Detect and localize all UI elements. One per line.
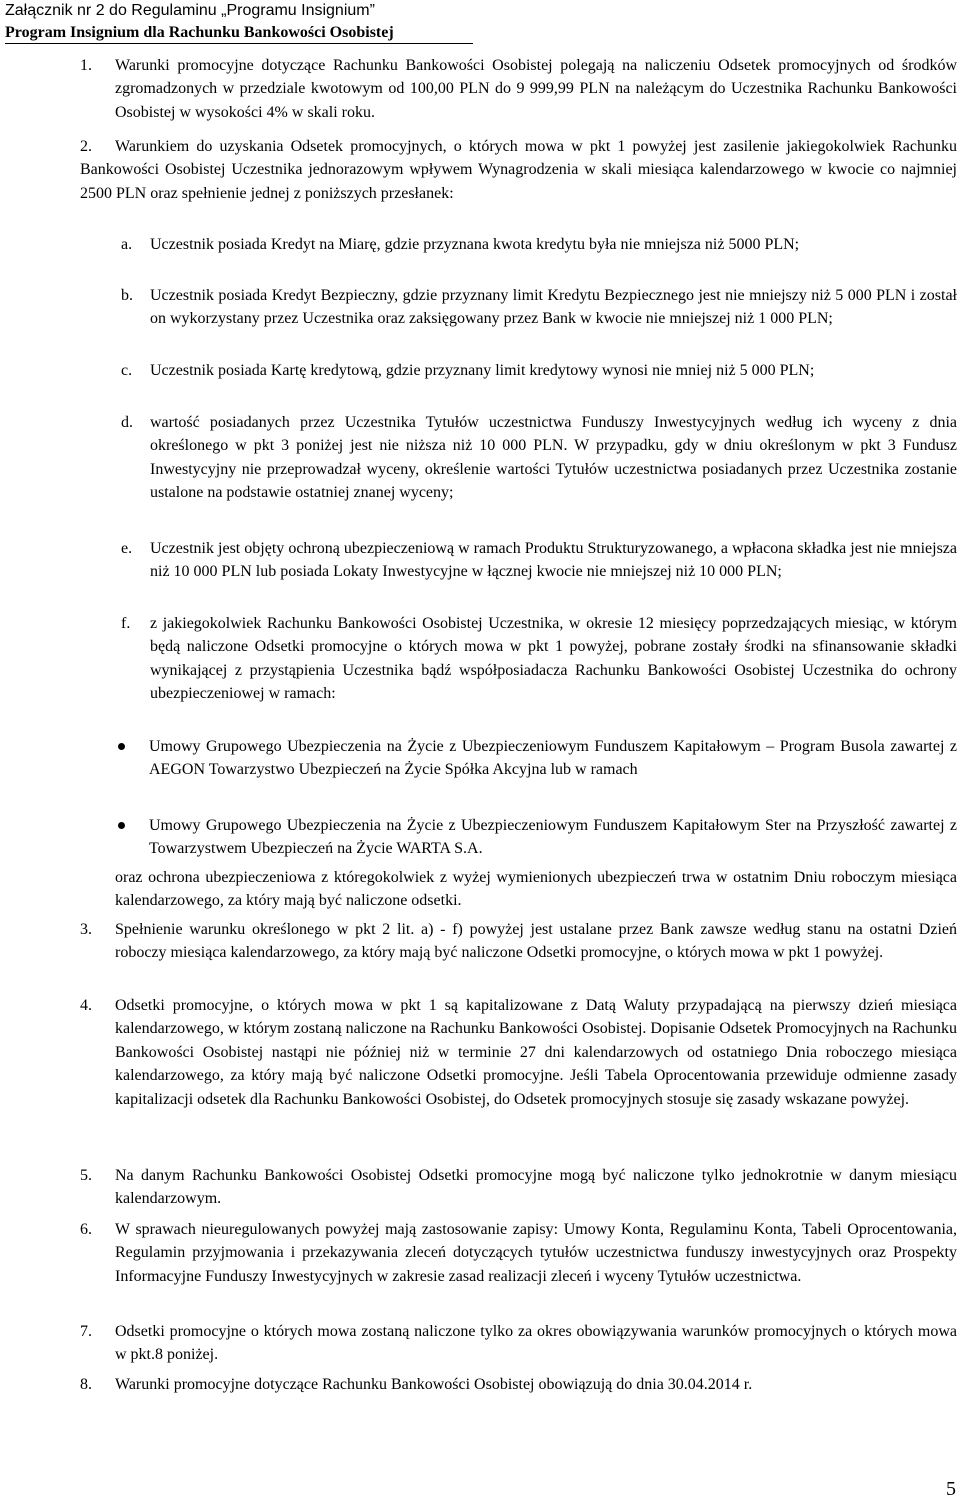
item-number: 8. bbox=[80, 1376, 92, 1393]
sub-item-text: z jakiegokolwiek Rachunku Bankowości Osobistej Uczestnika, w okresie 12 miesięcy poprzedzających miesiąc, w którym będą naliczone Odsetki promocyjne o których mowa w pkt 1 powyżej, pobrane zostały środki na sfinansowanie składki wynikającej z przystąpienia Uczestnika bądź współposiadacza Rachunku Bankowości Osobistej Uczestnika do ochrony ubezpieczeniowej w ramach: bbox=[150, 615, 957, 703]
sub-item-letter: d. bbox=[121, 414, 133, 431]
item-number: 5. bbox=[80, 1167, 92, 1184]
item-text: Odsetki promocyjne, o których mowa w pkt 1 są kapitalizowane z Datą Waluty przypadającą na pierwszy dzień miesiąca kalendarzowego, w którym zostaną naliczone na Rachunku Bankowości Osobistej. Dopisanie Odsetek Promocyjnych na Rachunku Bankowości Osobistej nastąpi nie później niż w terminie 27 dni kalendarzowych od ostatniego Dnia roboczego miesiąca kalendarzowego, za który mają być naliczone Odsetki promocyjne. Jeśli Tabela Oprocentowania przewiduje odmienne zasady kapitalizacji odsetek dla Rachunku Bankowości Osobistej, do Odsetek promocyjnych stosuje się zasady wskazane powyżej. bbox=[115, 997, 958, 1108]
sub-item-letter: a. bbox=[121, 236, 133, 253]
item-text: Spełnienie warunku określonego w pkt 2 lit. a) - f) powyżej jest ustalane przez Bank zawsze według stanu na ostatni Dzień roboczy miesiąca kalendarzowego, za który mają być naliczone Odsetki promocyjne, o których mowa w pkt 1 powyżej. bbox=[115, 921, 957, 962]
item-text: Na danym Rachunku Bankowości Osobistej Odsetki promocyjne mogą być naliczone tylko jednokrotnie w danym miesiącu kalendarzowym. bbox=[115, 1167, 957, 1208]
bullet-text: Umowy Grupowego Ubezpieczenia na Życie z Ubezpieczeniowym Funduszem Kapitałowym – Program Busola zawartej z AEGON Towarzystwo Ubezpieczeń na Życie Spółka Akcyjna lub w ramach bbox=[149, 738, 957, 779]
program-title-text: Program Insignium dla Rachunku Bankowości Osobistej bbox=[5, 24, 394, 41]
bullet-icon bbox=[118, 822, 125, 829]
sub-item-letter: c. bbox=[121, 362, 133, 379]
item-number: 4. bbox=[80, 997, 92, 1014]
page-number: 5 bbox=[946, 1478, 956, 1500]
bullet-text: Umowy Grupowego Ubezpieczenia na Życie z Ubezpieczeniowym Funduszem Kapitałowym Ster na Przyszłość zawartej z Towarzystwem Ubezpieczeń na Życie WARTA S.A. bbox=[149, 817, 957, 858]
program-title bbox=[5, 22, 394, 44]
item-text: Odsetki promocyjne o których mowa zostaną naliczone tylko za okres obowiązywania warunków promocyjnych o których mowa w pkt.8 poniżej. bbox=[115, 1323, 957, 1364]
item-number: 1. bbox=[80, 57, 92, 74]
item-text: Warunki promocyjne dotyczące Rachunku Bankowości Osobistej polegają na naliczeniu Odsetek promocyjnych od środków zgromadzonych w przedziale kwotowym od 100,00 PLN do 9 999,99 PLN na należącym do Uczestnika Rachunku Bankowości Osobistej w wysokości 4% w skali roku. bbox=[115, 57, 957, 121]
sub-item-text: Uczestnik posiada Kredyt Bezpieczny, gdzie przyznany limit Kredytu Bezpiecznego jest nie mniejszy niż 5 000 PLN i został on wykorzystany przez Uczestnika oraz zaksięgowany przez Bank w kwocie nie mniejszej niż 1 000 PLN; bbox=[150, 287, 957, 328]
sub-item-text: Uczestnik jest objęty ochroną ubezpieczeniową w ramach Produktu Strukturyzowanego, a wpłacona składka jest nie mniejsza niż 10 000 PLN lub posiada Lokaty Inwestycyjne w łącznej kwocie nie mniejszej niż 10 000 PLN; bbox=[150, 540, 957, 581]
sub-item-text: Uczestnik posiada Kredyt na Miarę, gdzie przyznana kwota kredytu była nie mniejsza niż 5000 PLN; bbox=[150, 236, 800, 253]
sub-item-text: Uczestnik posiada Kartę kredytową, gdzie przyznany limit kredytowy wynosi nie mniej niż 5 000 PLN; bbox=[150, 362, 815, 379]
item-number: 7. bbox=[80, 1323, 92, 1340]
bullet-icon bbox=[118, 743, 125, 750]
sub-item-letter: f. bbox=[121, 615, 131, 632]
conditions-paragraph: oraz ochrona ubezpieczeniowa z któregokolwiek z wyżej wymienionych ubezpieczeń trwa w ostatnim Dniu roboczym miesiąca kalendarzowego, za który mają być naliczone odsetki. bbox=[115, 869, 957, 910]
item-number: 3. bbox=[80, 921, 92, 938]
title-underline bbox=[5, 43, 473, 44]
annex-title: Załącznik nr 2 do Regulaminu „Programu Insignium” bbox=[5, 2, 375, 19]
item-text: Warunki promocyjne dotyczące Rachunku Bankowości Osobistej obowiązują do dnia 30.04.2014 r. bbox=[115, 1376, 753, 1393]
sub-item-letter: e. bbox=[121, 540, 133, 557]
item-number: 2. bbox=[80, 138, 92, 155]
sub-item-text: wartość posiadanych przez Uczestnika Tytułów uczestnictwa Funduszy Inwestycyjnych według ich wyceny z dnia określonego w pkt 3 poniżej jest nie niższa niż 10 000 PLN. W przypadku, gdy w dniu określonym w pkt 3 Fundusz Inwestycyjny nie przeprowadzał wyceny, określenie wartości Tytułów uczestnictwa posiadanych przez Uczestnika zostanie ustalone na podstawie ostatniej znanej wyceny; bbox=[150, 414, 957, 502]
document-header bbox=[5, 0, 394, 44]
sub-item-letter: b. bbox=[121, 287, 133, 304]
item-text: W sprawach nieuregulowanych powyżej mają zastosowanie zapisy: Umowy Konta, Regulaminu Konta, Tabeli Oprocentowania, Regulamin przyjmowania i przekazywania zleceń dotyczących tytułów uczestnictwa funduszy inwestycyjnych oraz Prospekty Informacyjne Funduszy Inwestycyjnych w zakresie zasad realizacji zleceń i wyceny Tytułów uczestnictwa. bbox=[115, 1221, 957, 1285]
item-text: Warunkiem do uzyskania Odsetek promocyjnych, o których mowa w pkt 1 powyżej jest zasilenie jakiegokolwiek Rachunku Bankowości Osobistej Uczestnika jednorazowym wpływem Wynagrodzenia w skali miesiąca kalendarzowego w kwocie co najmniej 2500 PLN oraz spełnienie jednej z poniższych przesłanek: bbox=[80, 138, 957, 202]
item-number: 6. bbox=[80, 1221, 92, 1238]
